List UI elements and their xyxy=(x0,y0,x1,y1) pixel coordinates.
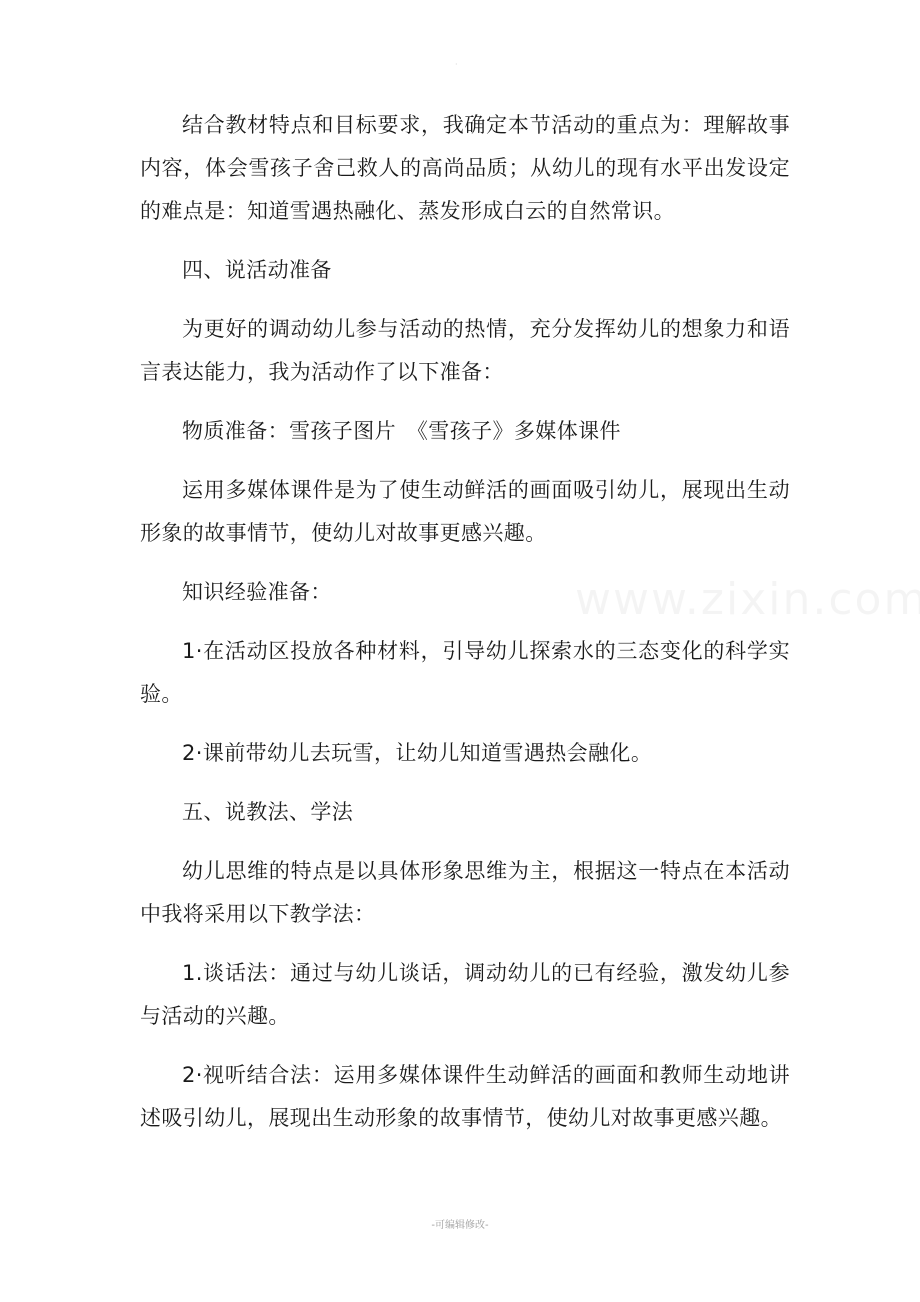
header-mark: · xyxy=(455,60,458,69)
list-item-experiment: 1·在活动区投放各种材料，引导幼儿探索水的三态变化的科学实验。 xyxy=(140,639,790,706)
page-footer: -可编辑修改- xyxy=(431,1220,489,1231)
list-item-play-snow: 2·课前带幼儿去玩雪，让幼儿知道雪遇热会融化。 xyxy=(182,741,653,765)
heading-activity-preparation: 四、说活动准备 xyxy=(182,258,332,282)
paragraph-thinking-features: 幼儿思维的特点是以具体形象思维为主，根据这一特点在本活动中我将采用以下教学法： xyxy=(140,859,790,926)
paragraph-knowledge-preparation: 知识经验准备： xyxy=(182,580,332,604)
heading-teaching-methods: 五、说教法、学法 xyxy=(182,800,354,824)
list-item-audiovisual-method: 2·视听结合法：运用多媒体课件生动鲜活的画面和教师生动地讲述吸引幼儿，展现出生动形象的故事情节，使幼儿对故事更感兴趣。 xyxy=(140,1063,790,1130)
paragraph-multimedia-purpose: 运用多媒体课件是为了使生动鲜活的画面吸引幼儿，展现出生动形象的故事情节，使幼儿对故事更感兴趣。 xyxy=(140,478,790,545)
paragraph-key-points: 结合教材特点和目标要求，我确定本节活动的重点为：理解故事内容，体会雪孩子舍己救人的高尚品质；从幼儿的现有水平出发设定的难点是：知道雪遇热融化、蒸发形成白云的自然常识。 xyxy=(140,113,790,223)
paragraph-material-preparation: 物质准备：雪孩子图片 《雪孩子》多媒体课件 xyxy=(182,419,621,443)
paragraph-preparation-intro: 为更好的调动幼儿参与活动的热情，充分发挥幼儿的想象力和语言表达能力，我为活动作了以下准备： xyxy=(140,317,790,384)
list-item-conversation-method: 1.谈话法：通过与幼儿谈话，调动幼儿的已有经验，激发幼儿参与活动的兴趣。 xyxy=(140,961,790,1028)
document-body xyxy=(140,104,790,1156)
